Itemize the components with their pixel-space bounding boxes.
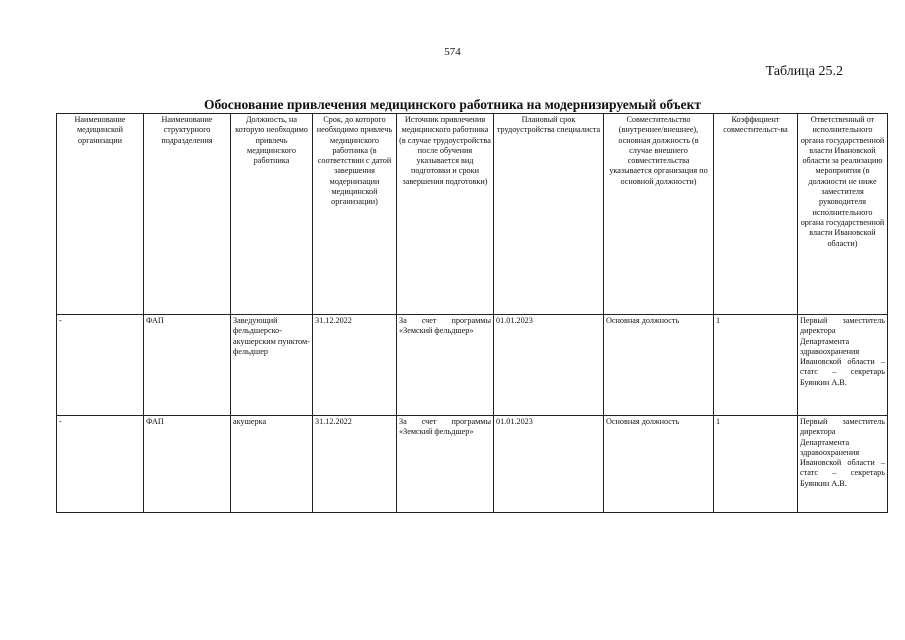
cell-organization: - <box>57 315 144 416</box>
cell-combination: Основная должность <box>604 315 714 416</box>
cell-responsible: Первый заместитель директора Департамента здравоохранения Ивановской области – статс – секретарь Буянкин А.В. <box>798 416 888 513</box>
cell-department: ФАП <box>144 315 231 416</box>
table-row <box>57 416 888 513</box>
document-title: Обоснование привлечения медицинского работника на модернизируемый объект <box>203 97 702 112</box>
cell-deadline: 31.12.2022 <box>313 416 397 513</box>
cell-coefficient: 1 <box>714 416 798 513</box>
table-header-row <box>57 114 888 315</box>
header-responsible: Ответственный от исполнительного органа государственной власти Ивановской области за реализацию мероприятия (в должности не ниже заместителя руководителя исполнительного органа государственной власти Ивановской области) <box>798 114 888 315</box>
cell-deadline: 31.12.2022 <box>313 315 397 416</box>
cell-source: За счет программы «Земский фельдшер» <box>397 416 494 513</box>
table-label: Таблица 25.2 <box>765 64 843 79</box>
header-deadline: Срок, до которого необходимо привлечь медицинского работника (в соответствии с датой завершения модернизации медицинской организации) <box>313 114 397 315</box>
header-department: Наименование структурного подразделения <box>144 114 231 315</box>
cell-position: Заведующий фельдшерско-акушерским пунктом-фельдшер <box>231 315 313 416</box>
cell-planned-date: 01.01.2023 <box>494 416 604 513</box>
cell-planned-date: 01.01.2023 <box>494 315 604 416</box>
page-number: 574 <box>444 46 461 58</box>
header-organization: Наименование медицинской организации <box>57 114 144 315</box>
cell-combination: Основная должность <box>604 416 714 513</box>
header-planned-date: Плановый срок трудоустройства специалиста <box>494 114 604 315</box>
staffing-table <box>56 113 888 513</box>
cell-position: акушерка <box>231 416 313 513</box>
cell-coefficient: 1 <box>714 315 798 416</box>
cell-organization: - <box>57 416 144 513</box>
header-position: Должность, на которую необходимо привлечь медицинского работника <box>231 114 313 315</box>
table-row <box>57 315 888 416</box>
cell-source: За счет программы «Земский фельдшер» <box>397 315 494 416</box>
header-combination: Совместительство (внутреннее/внешнее), основная должность (в случае внешнего совместительства указывается организация по основной должности) <box>604 114 714 315</box>
header-source: Источник привлечения медицинского работника (в случае трудоустройства после обучения указывается вид подготовки и сроки завершения подготовки) <box>397 114 494 315</box>
header-coefficient: Коэффициент совместительст-ва <box>714 114 798 315</box>
cell-department: ФАП <box>144 416 231 513</box>
cell-responsible: Первый заместитель директора Департамента здравоохранения Ивановской области – статс – секретарь Буянкин А.В. <box>798 315 888 416</box>
